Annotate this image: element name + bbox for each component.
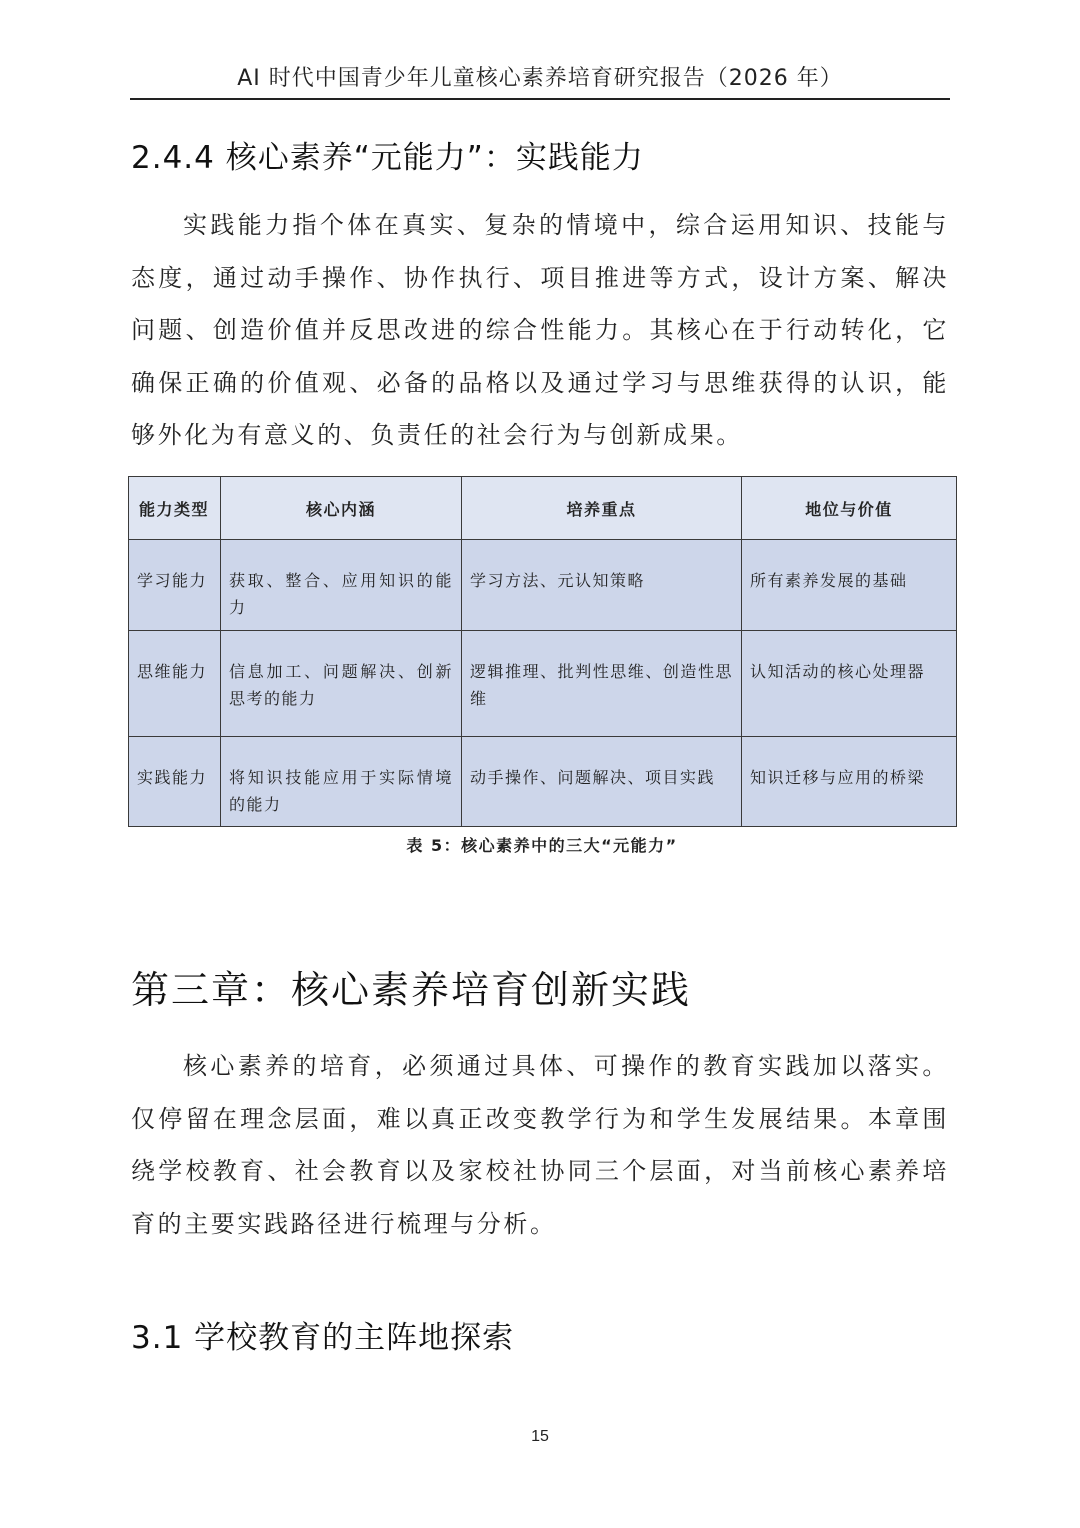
chapter-intro-paragraph: 核心素养的培育，必须通过具体、可操作的教育实践加以落实。仅停留在理念层面，难以真正改变教学行为和学生发展结果。本章围绕学校教育、社会教育以及家校社协同三个层面，对当前核心素养培育的主要实践路径进行梳理与分析。 <box>131 1052 949 1238</box>
page-number: 15 <box>531 1428 549 1445</box>
table-caption: 表 5：核心素养中的三大“元能力” <box>406 836 678 855</box>
table-cell: 逻辑推理、批判性思维、创造性思维 <box>462 631 742 737</box>
page-header: AI 时代中国青少年儿童核心素养培育研究报告（2026 年） <box>130 62 950 100</box>
table-cell: 思维能力 <box>129 631 221 737</box>
table-header-row <box>129 477 957 540</box>
section-heading-3-1: 3.1 学校教育的主阵地探索 <box>131 1320 515 1356</box>
table-row <box>129 737 957 827</box>
table-cell: 所有素养发展的基础 <box>742 540 957 631</box>
table-cell: 认知活动的核心处理器 <box>742 631 957 737</box>
table-header-cell: 地位与价值 <box>742 477 957 540</box>
section-heading-2-4-4: 2.4.4 核心素养“元能力”：实践能力 <box>131 140 644 176</box>
table-cell: 动手操作、问题解决、项目实践 <box>462 737 742 827</box>
meta-abilities-table <box>128 476 957 827</box>
table-cell: 学习方法、元认知策略 <box>462 540 742 631</box>
chapter-heading: 第三章：核心素养培育创新实践 <box>131 968 692 1012</box>
table-cell: 学习能力 <box>129 540 221 631</box>
table-row <box>129 631 957 737</box>
table-cell: 实践能力 <box>129 737 221 827</box>
section-2-4-4-paragraph: 实践能力指个体在真实、复杂的情境中，综合运用知识、技能与态度，通过动手操作、协作执行、项目推进等方式，设计方案、解决问题、创造价值并反思改进的综合性能力。其核心在于行动转化，它确保正确的价值观、必备的品格以及通过学习与思维获得的认识，能够外化为有意义的、负责任的社会行为与创新成果。 <box>131 211 949 449</box>
table-header-cell: 能力类型 <box>129 477 221 540</box>
table-cell: 信息加工、问题解决、创新思考的能力 <box>221 631 462 737</box>
table-cell: 获取、整合、应用知识的能力 <box>221 540 462 631</box>
table-header-cell: 核心内涵 <box>221 477 462 540</box>
table-cell: 将知识技能应用于实际情境的能力 <box>221 737 462 827</box>
table-header-cell: 培养重点 <box>462 477 742 540</box>
table-cell: 知识迁移与应用的桥梁 <box>742 737 957 827</box>
table-row <box>129 540 957 631</box>
